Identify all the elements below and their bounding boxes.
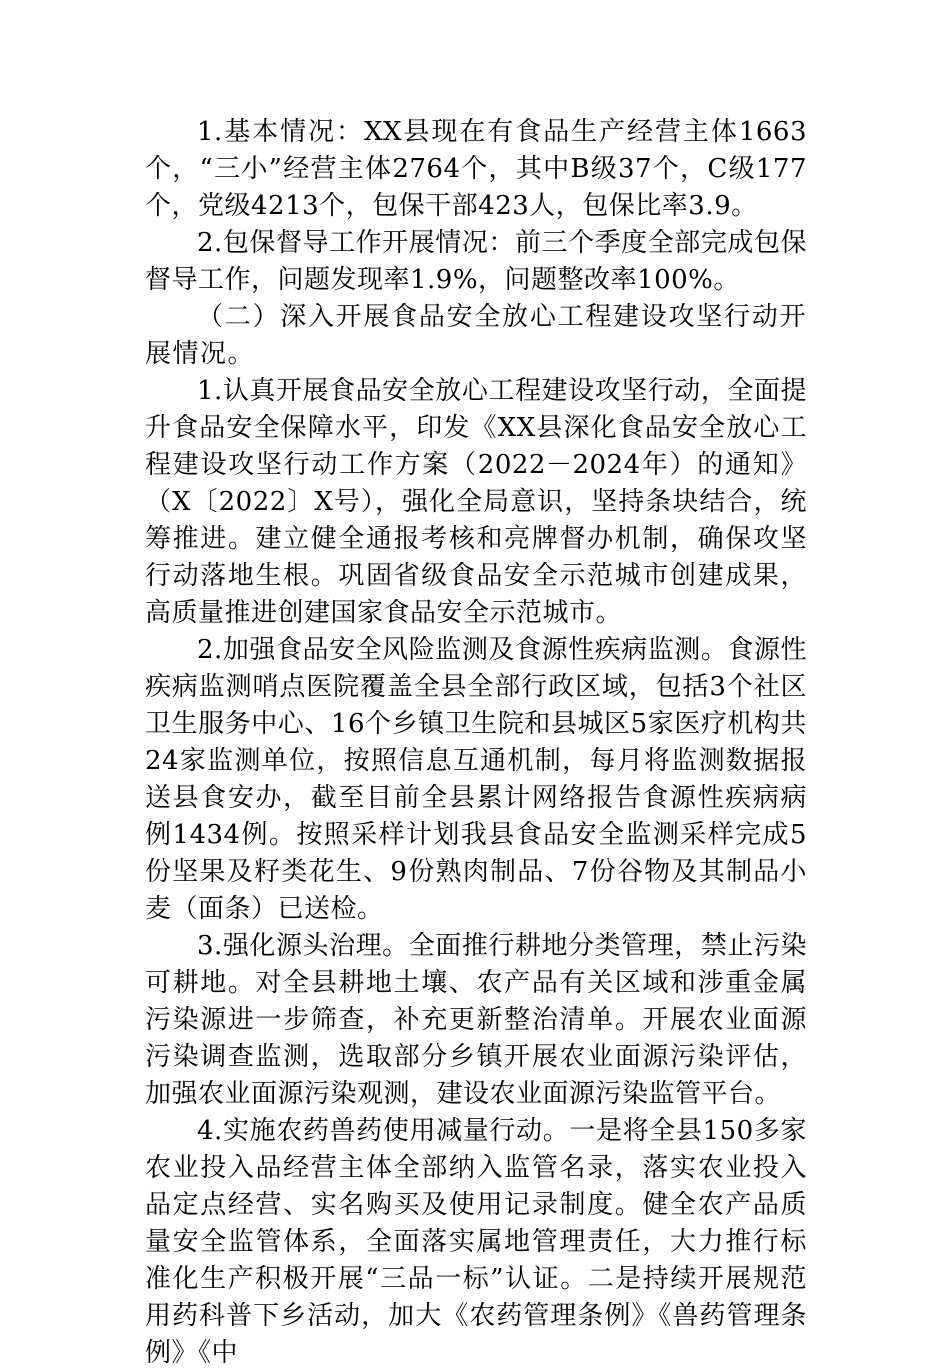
paragraph-pesticide-reduction: 4.实施农药兽药使用减量行动。一是将全县150多家农业投入品经营主体全部纳入监管名录，落实农业投入品定点经营、实名购买及使用记录制度。健全农产品质量安全监管体系，全面落实属地管理责任，大力推行标准化生产积极开展“三品一标”认证。二是持续开展规范用药科普下乡活动，加大《农药管理条例》《兽药管理条例》《中 — [145, 1116, 807, 1368]
paragraph-basic-situation: 1.基本情况：XX县现在有食品生产经营主体1663个，“三小”经营主体2764个，其中B级37个，C级177个，党级4213个，包保干部423人，包保比率3.9。 — [145, 117, 807, 221]
paragraph-supervision-progress: 2.包保督导工作开展情况：前三个季度全部完成包保督导工作，问题发现率1.9%，问题整改率100%。 — [145, 228, 807, 295]
paragraph-food-safety-campaign: 1.认真开展食品安全放心工程建设攻坚行动，全面提升食品安全保障水平，印发《XX县深化食品安全放心工程建设攻坚行动工作方案（2022－2024年）的通知》（X〔2022〕X号），强化全局意识，坚持条块结合，统筹推进。建立健全通报考核和亮牌督办机制，确保攻坚行动落地生根。巩固省级食品安全示范城市创建成果，高质量推进创建国家食品安全示范城市。 — [145, 376, 807, 628]
paragraph-source-governance: 3.强化源头治理。全面推行耕地分类管理，禁止污染可耕地。对全县耕地土壤、农产品有关区域和涉重金属污染源进一步筛查，补充更新整治清单。开展农业面源污染调查监测，选取部分乡镇开展农业面源污染评估，加强农业面源污染观测，建设农业面源污染监管平台。 — [145, 931, 807, 1109]
document-body — [145, 114, 807, 1372]
section-heading-2: （二）深入开展食品安全放心工程建设攻坚行动开展情况。 — [145, 302, 807, 369]
paragraph-risk-monitoring: 2.加强食品安全风险监测及食源性疾病监测。食源性疾病监测哨点医院覆盖全县全部行政区域，包括3个社区卫生服务中心、16个乡镇卫生院和县城区5家医疗机构共24家监测单位，按照信息互通机制，每月将监测数据报送县食安办，截至目前全县累计网络报告食源性疾病病例1434例。按照采样计划我县食品安全监测采样完成5份坚果及籽类花生、9份熟肉制品、7份谷物及其制品小麦（面条）已送检。 — [145, 635, 807, 924]
